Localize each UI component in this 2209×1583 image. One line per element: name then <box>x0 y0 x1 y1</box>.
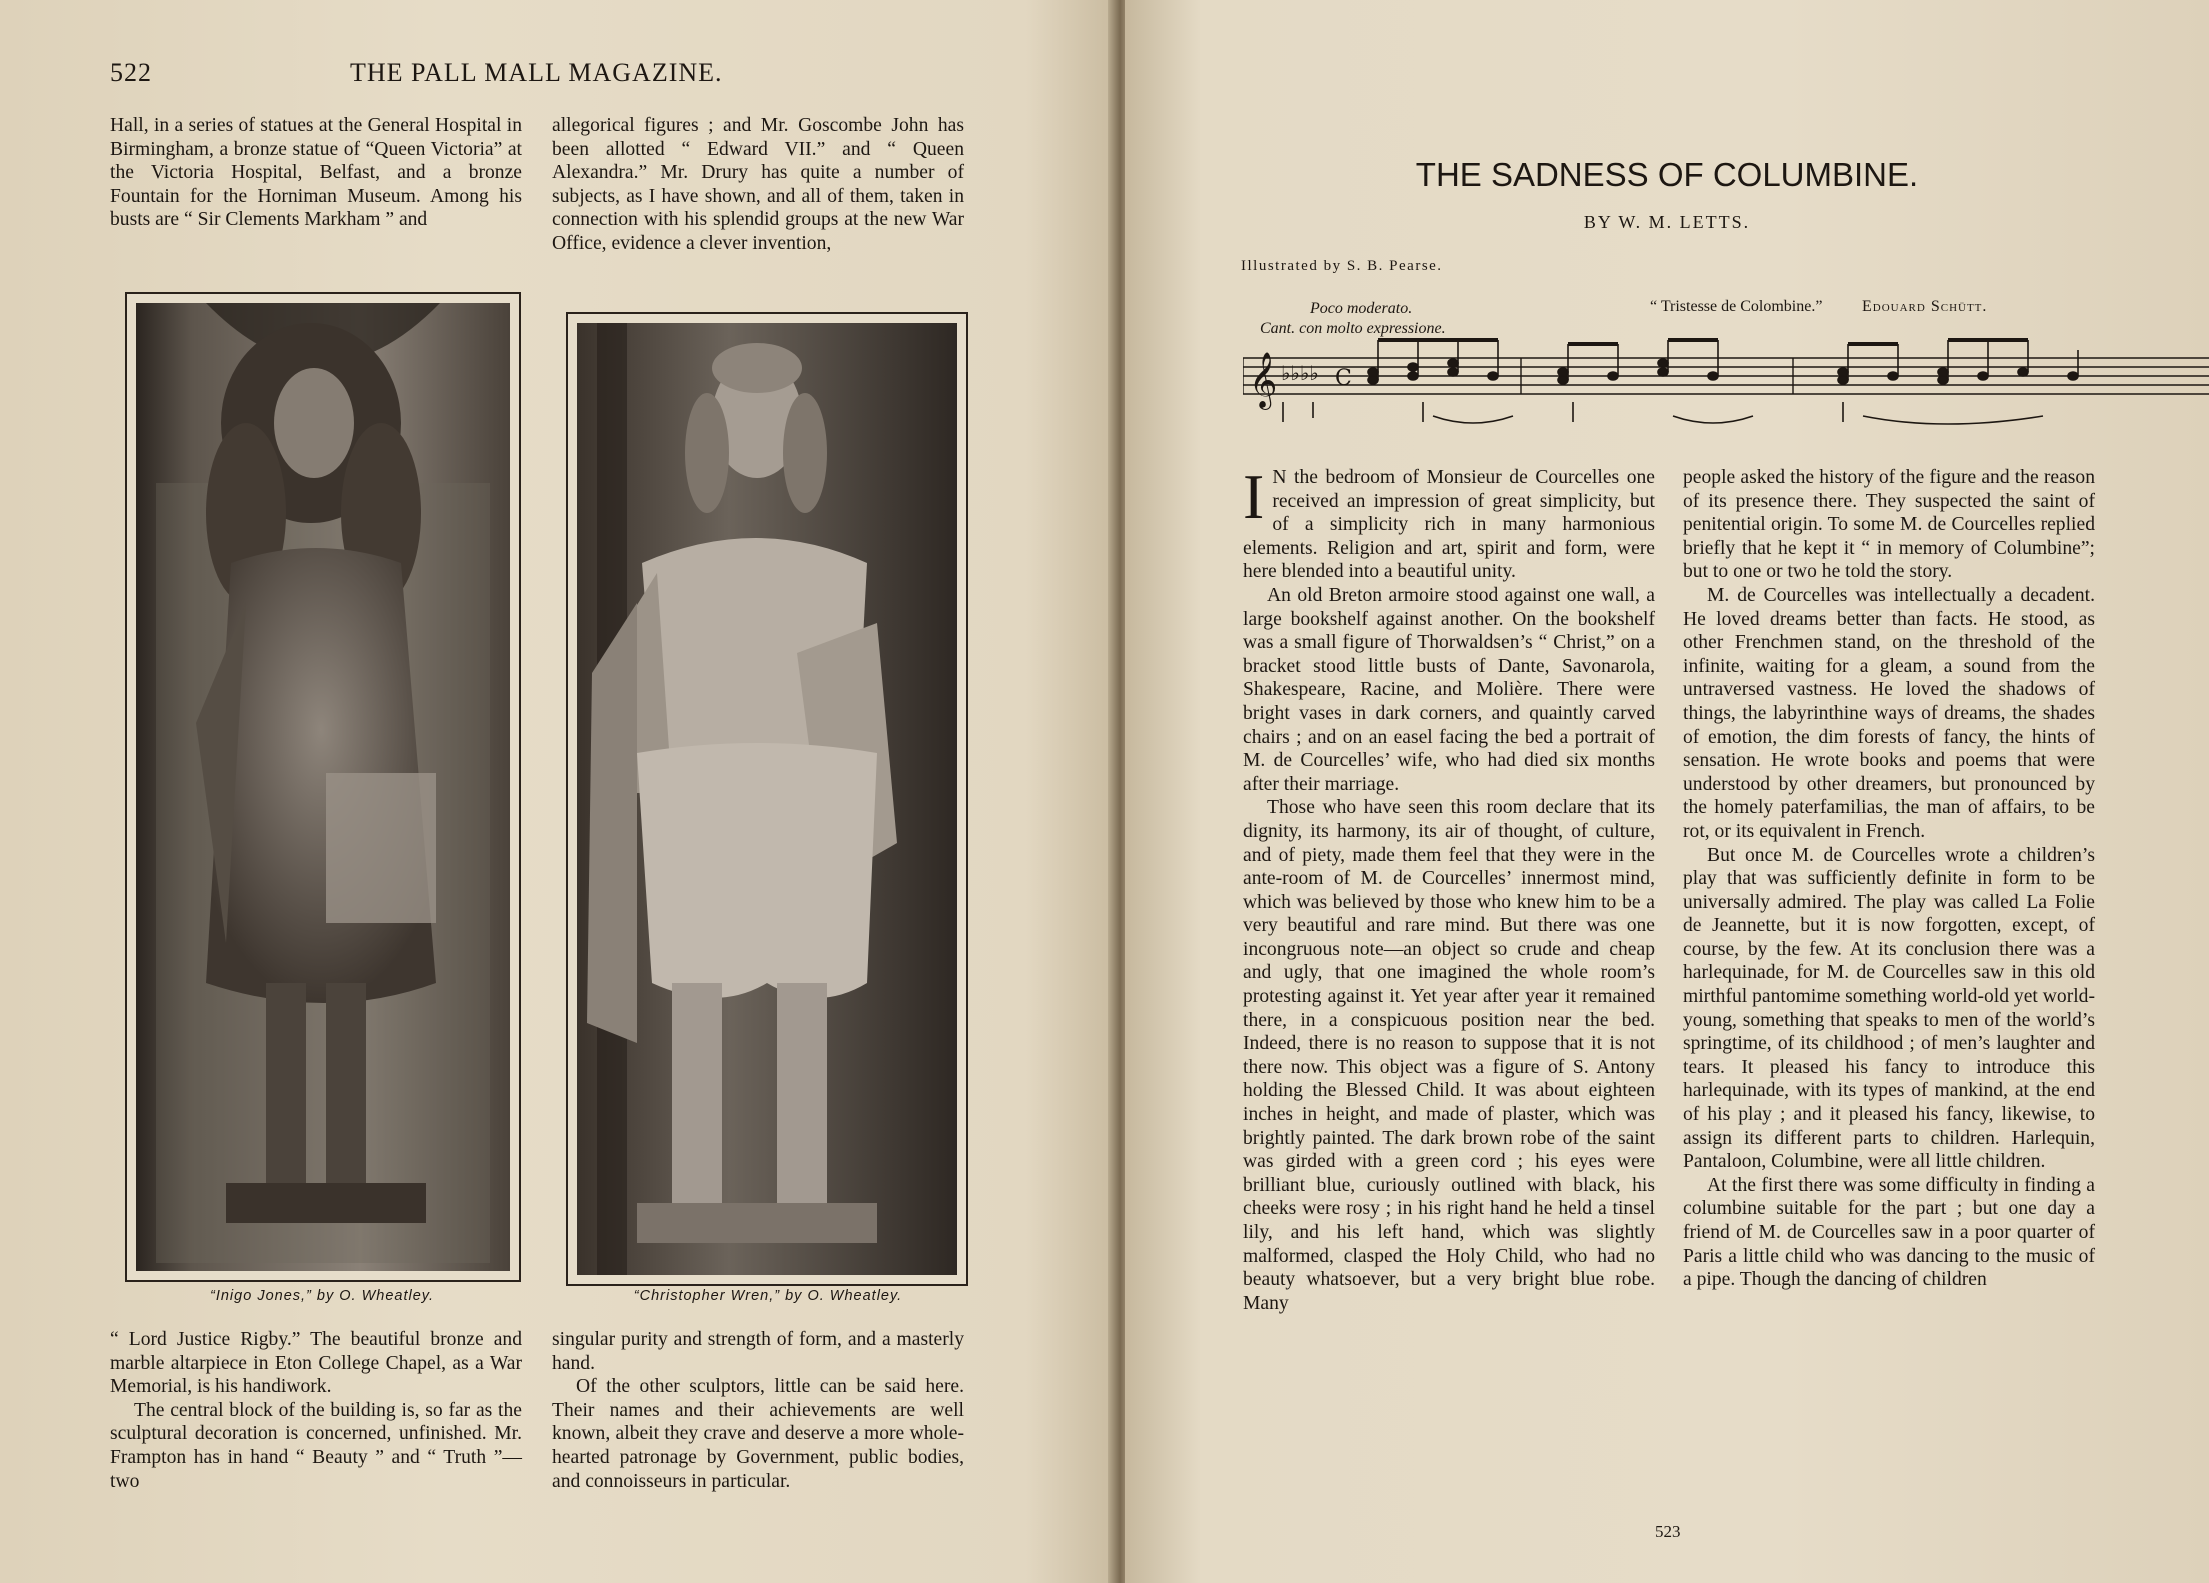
music-expression: Cant. con molto expressione. <box>1260 320 1446 337</box>
caption-christopher-wren: “Christopher Wren,” by O. Wheatley. <box>633 1288 903 1304</box>
right-col2 <box>1683 466 2095 1292</box>
svg-text:C: C <box>1335 366 1352 391</box>
paragraph: M. de Courcelles was intellectually a decadent. He loved dreams better than facts. He stood, as other Frenchmen stand, on the threshold of the infinite, waiting for a gleam, a sound from the untraversed vastness. He loved the shadows of things, the labyrinthine ways of dreams, the shades of emotion, the dim forests of fancy, the hints of sensation. He wrote books and poems that were understood by other dreamers, but pronounced by the homely paterfamilias, the man of affairs, to be rot, or its equivalent in French. <box>1683 584 2095 842</box>
paragraph: But once M. de Courcelles wrote a children’s play that was sufficiently definite in form to be universally admired. The play was called La Folie de Jeannette, but it is now forgotten, except, of course, by the few. At its conclusion there was a harlequinade, for M. de Courcelles saw in this old mirthful pantomime something world-old yet world-young, something that speaks to men of the world’s springtime, of its childhood ; of men’s laughter and tears. It pleased his fancy to introduce this harlequinade, with its types of mankind, at the end of his play ; and it pleased his fancy, likewise, to assign its different parts to children. Harlequin, Pantaloon, Columbine, were all little children. <box>1683 844 2095 1173</box>
music-composer: Edouard Schütt. <box>1862 298 1988 315</box>
left-col1-top <box>110 114 522 232</box>
svg-text:♭♭♭♭: ♭♭♭♭ <box>1281 361 1319 385</box>
statue-photo-inigo-jones <box>136 303 510 1271</box>
article-title: THE SADNESS OF COLUMBINE. <box>1415 156 1919 193</box>
paragraph: Hall, in a series of statues at the General Hospital in Birmingham, a bronze statue of “Queen Victoria” at the Victoria Hospital, Belfast, and a bronze Fountain for the Horniman Museum. Among his busts are “ Sir Clements Markham ” and <box>110 115 522 231</box>
paragraph: singular purity and strength of form, and a masterly hand. <box>552 1329 964 1374</box>
paragraph: An old Breton armoire stood against one wall, a large bookshelf against another. On the bookshelf was a small figure of Thorwaldsen’s “ Christ,” on a bracket stood little busts of Dante, Savonarola, Shakespeare, Racine, and Molière. There were bright vases in dark corners, and quaintly carved chairs ; and on an easel facing the bed a portrait of M. de Courcelles’ wife, who had died six months after their marriage. <box>1243 584 1655 795</box>
caption-inigo-jones: “Inigo Jones,” by O. Wheatley. <box>210 1288 434 1304</box>
page-number-left: 522 <box>110 58 152 87</box>
paragraph: At the first there was some difficulty in finding a columbine suitable for the part ; but one day a friend of M. de Courcelles saw in a poor quarter of Paris a little child who was dancing to the music of a pipe. Though the dancing of children <box>1683 1174 2095 1291</box>
paragraph: Those who have seen this room declare that its dignity, its harmony, its air of thought, of culture, and of piety, made them feel that they were in the ante-room of M. de Courcelles’ innermost mind, which was believed by those who knew him to be a very beautiful and rare mind. But there was one incongruous note—an object so crude and cheap and ugly, that one imagined the whole room’s protesting against it. Yet year after year it remained there, in a conspicuous position near the bed. Indeed, there is no reason to suppose that it is not there now. This object was a figure of S. Antony holding the Blessed Child. It was about eighteen inches in height, and made of plaster, which was brightly painted. The dark brown robe of the saint was girded with a green cord ; his eyes were brilliant blue, curiously outlined with black, his cheeks were rosy ; in his right hand he held a tinsel lily, and his left hand, which was slightly malformed, clasped the Holy Child, who had no beauty whatsoever, but a very bright blue robe. Many <box>1243 797 1655 1314</box>
treble-clef-icon: 𝄞 <box>1249 352 1278 408</box>
statue-image <box>577 323 957 1275</box>
music-tempo: Poco moderato. <box>1310 300 1413 317</box>
right-page <box>1125 0 2209 1583</box>
running-head: THE PALL MALL MAGAZINE. <box>350 58 723 87</box>
figure-inigo-jones <box>125 292 521 1282</box>
paragraph: “ Lord Justice Rigby.” The beautiful bronze and marble altarpiece in Eton College Chapel, as a War Memorial, is his handiwork. <box>110 1329 522 1398</box>
left-col2-top <box>552 114 964 256</box>
illustrator-credit: Illustrated by S. B. Pearse. <box>1241 258 1443 274</box>
music-piece-title: “ Tristesse de Colombine.” <box>1650 298 1823 315</box>
paragraph: Of the other sculptors, little can be said here. Their names and their achievements are well known, albeit they crave and deserve a more whole-hearted patronage by Government, public bodies, and connoisseurs in particular. <box>552 1376 964 1492</box>
paragraph: allegorical figures ; and Mr. Goscombe John has been allotted “ Edward VII.” and “ Queen Alexandra.” Mr. Drury has quite a number of subjects, as I have shown, and all of them, taken in connection with his splendid groups at the new War Office, evidence a clever invention, <box>552 115 964 254</box>
opening-text: N the bedroom of Monsieur de Courcelles one received an impression of great simplicity, but of a simplicity rich in many harmonious elements. Religion and art, spirit and form, were here blended into a beautiful unity. <box>1243 467 1655 583</box>
statue-photo-christopher-wren <box>577 323 957 1275</box>
page-number-right: 523 <box>1655 1522 1681 1541</box>
paragraph: people asked the history of the figure and the reason of its presence there. They suspected the saint of penitential origin. To some M. de Courcelles replied briefly that he kept it “ in memory of Columbine”; but to one or two he told the story. <box>1683 467 2095 583</box>
right-col1 <box>1243 461 1655 1315</box>
figure-christopher-wren <box>566 312 968 1286</box>
drop-cap: I <box>1243 461 1265 532</box>
byline: BY W. M. LETTS. <box>1583 212 1751 232</box>
left-col2-bottom <box>552 1328 964 1493</box>
opening-paragraph <box>1243 461 1655 584</box>
statue-image <box>136 303 510 1271</box>
music-staff <box>1243 330 2209 430</box>
paragraph: The central block of the building is, so far as the sculptural decoration is concerned, unfinished. Mr. Frampton has in hand “ Beauty ” and “ Truth ”—two <box>110 1399 522 1492</box>
left-col1-bottom <box>110 1328 522 1493</box>
